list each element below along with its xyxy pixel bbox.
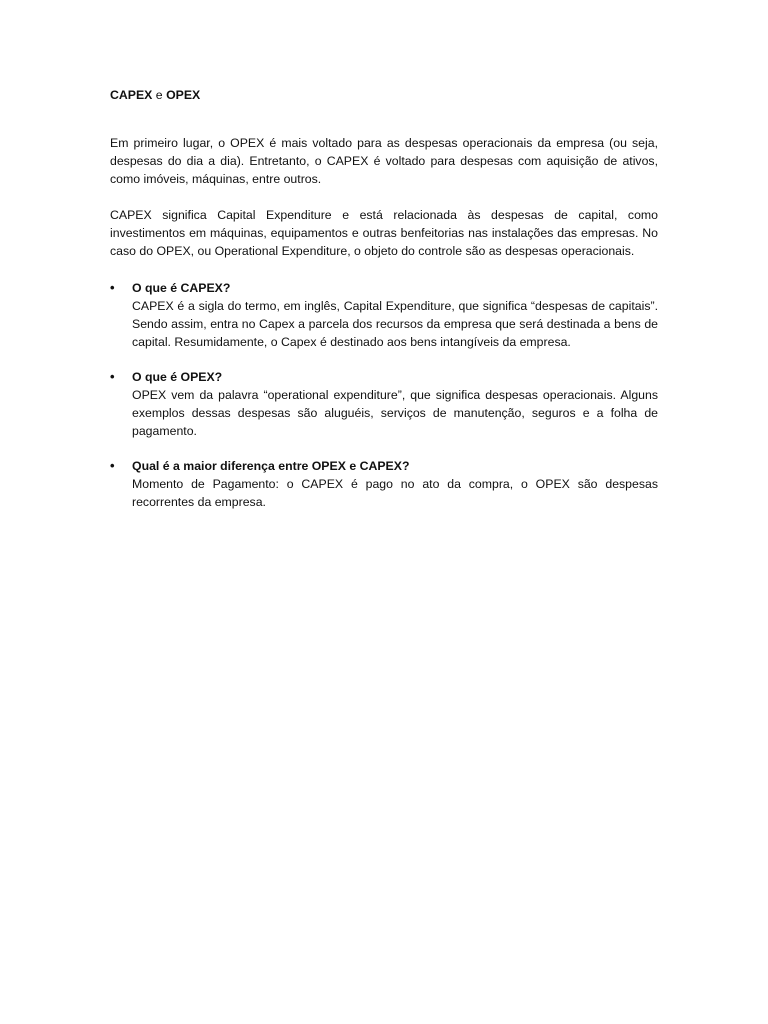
title-connector: e [155,88,163,102]
bullet-list [110,279,658,511]
bullet-answer: Momento de Pagamento: o CAPEX é pago no ato da compra, o OPEX são despesas recorrentes da empresa. [132,477,658,509]
bullet-item-difference [110,457,658,511]
bullet-icon: • [110,280,115,295]
paragraph-definitions: CAPEX significa Capital Expenditure e está relacionada às despesas de capital, como investimentos em máquinas, equipamentos e outras benfeitorias nas instalações das empresas. No caso do OPEX, ou Operational Expenditure, o objeto do controle são as despesas operacionais. [110,208,658,258]
document-title [110,86,658,104]
bullet-icon: • [110,458,115,473]
bullet-answer: CAPEX é a sigla do termo, em inglês, Capital Expenditure, que significa “despesas de capitais”. Sendo assim, entra no Capex a parcela dos recursos da empresa que será destinada a bens de capital. Resumidamente, o Capex é destinado aos bens intangíveis da empresa. [132,299,658,349]
bullet-item-capex [110,279,658,351]
bullet-icon: • [110,369,115,384]
bullet-answer: OPEX vem da palavra “operational expenditure”, que significa despesas operacionais. Alguns exemplos dessas despesas são aluguéis, serviços de manutenção, seguros e a folha de pagamento. [132,388,658,438]
bullet-question: O que é OPEX? [132,370,223,384]
title-capex: CAPEX [110,88,153,102]
title-opex: OPEX [166,88,201,102]
bullet-question: O que é CAPEX? [132,281,231,295]
paragraph-intro: Em primeiro lugar, o OPEX é mais voltado para as despesas operacionais da empresa (ou seja, despesas do dia a dia). Entretanto, o CAPEX é voltado para despesas com aquisição de ativos, como imóveis, máquinas, entre outros. [110,136,658,186]
document-body [110,86,658,528]
bullet-question: Qual é a maior diferença entre OPEX e CAPEX? [132,459,410,473]
bullet-item-opex [110,368,658,440]
